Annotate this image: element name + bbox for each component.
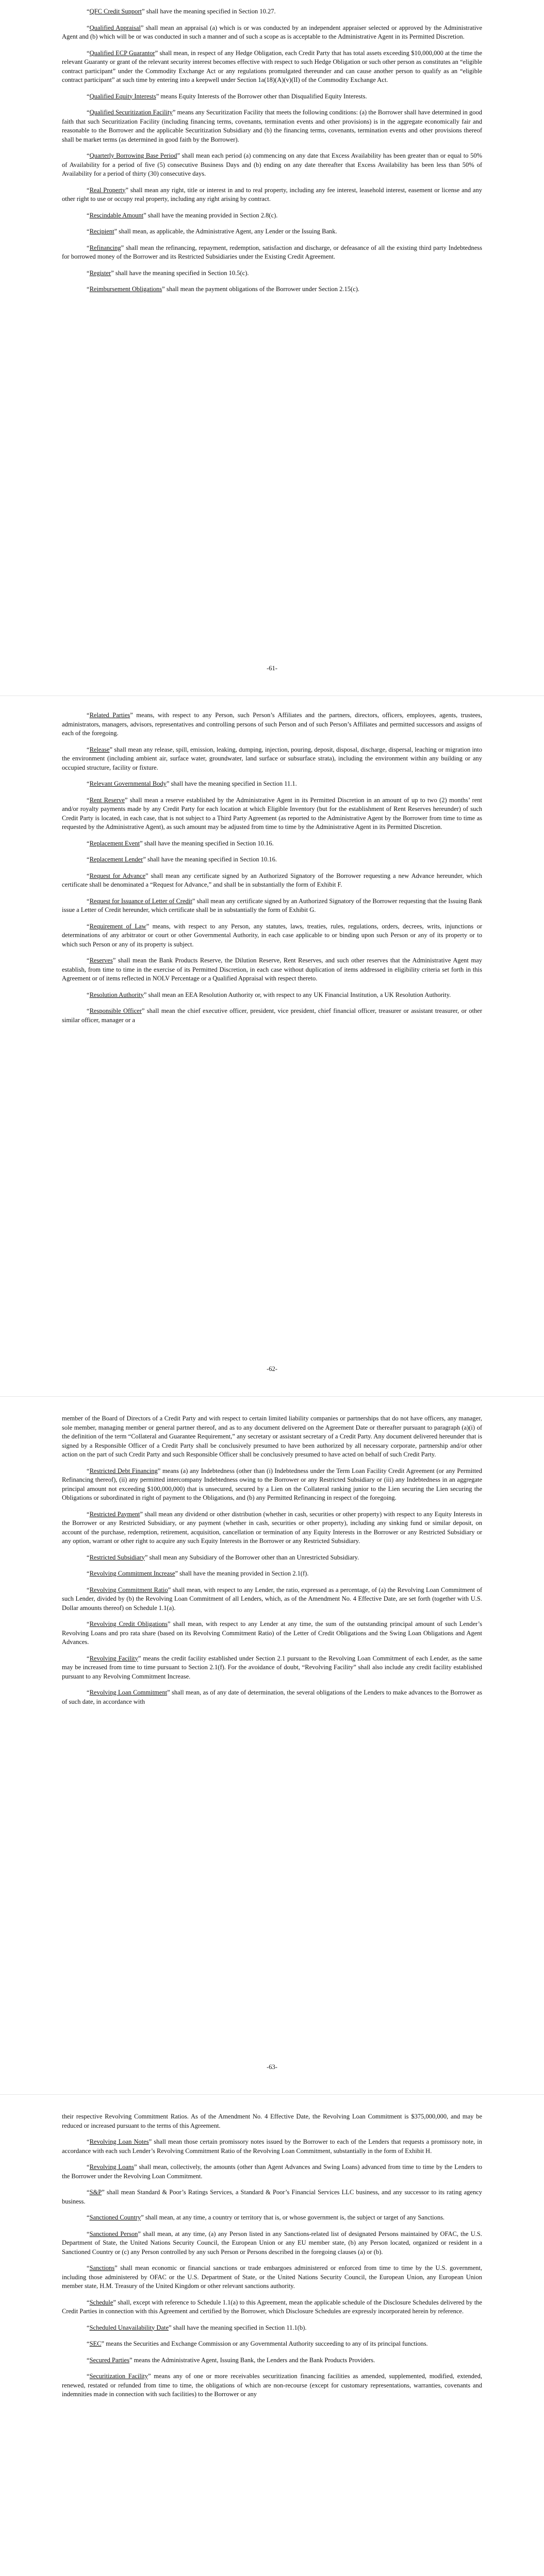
defined-term: Reserves <box>89 957 113 964</box>
defined-term: Sanctioned Country <box>89 2214 141 2221</box>
definition-paragraph: “S&P” shall mean Standard & Poor’s Ratings Services, a Standard & Poor’s Financial Services LLC business, and any successor to its rating agency business. <box>62 2189 482 2205</box>
defined-term: Resolution Authority <box>89 991 144 998</box>
definition-paragraph: “Requirement of Law” means, with respect to any Person, any statutes, laws, treaties, rules, regulations, orders, decrees, writs, injunctions or determinations of any arbitrator or court or other Governmental Authority, in each case applicable to or binding upon such Person or any of its property or to which such Person or any of its property is subject. <box>62 922 483 948</box>
page-separator <box>0 1396 544 1397</box>
definition-paragraph: “Revolving Loan Notes” shall mean those certain promissory notes issued by the Borrower to each of the Lenders that requests a promissory note, in accordance with each such Lender’s Revolving Commitment Ratio of the Revolving Loan Commitment, substantially in the form of Exhibit H. <box>62 2138 482 2155</box>
definition-paragraph: “Related Parties” means, with respect to any Person, such Person’s Affiliates and the partners, directors, officers, employees, agents, trustees, administrators, managers, advisors, representatives and controlling persons of such Person and of such Person’s Affiliates and permitted successors and assigns of each of the foregoing. <box>62 711 482 737</box>
definition-paragraph: “Replacement Lender” shall have the meaning specified in Section 10.16. <box>87 856 277 863</box>
defined-term: Qualified Securitization Facility <box>89 109 173 116</box>
definition-paragraph: “Register” shall have the meaning specified in Section 10.5(c). <box>87 269 249 277</box>
page-number: -62- <box>267 1365 277 1372</box>
defined-term: Related Parties <box>89 711 130 719</box>
definition-paragraph: “Release” shall mean any release, spill, emission, leaking, dumping, injection, pouring, deposit, disposal, discharge, dispersal, leaching or migration into the environment (including ambient air, surface water, groundwater, land surface or subsurface strata), including the environment within any building or any occupied structure, facility or fixture. <box>62 745 482 771</box>
definition-paragraph: “Restricted Subsidiary” shall mean any Subsidiary of the Borrower other than an Unrestricted Subsidiary. <box>87 1553 359 1561</box>
definition-paragraph: “QFC Credit Support” shall have the meaning specified in Section 10.27. <box>87 8 276 15</box>
definition-paragraph: “Restricted Debt Financing” means (a) any Indebtedness (other than (i) Indebtedness under the Term Loan Facility Credit Agreement (or any Permitted Refinancing thereof), (ii) any permitted intercompany Indebtedness owing to the Borrower or any Restricted Subsidiary or (iii) any Indebtedness in an aggregate principal amount not exceeding $100,000,000) that is unsecured, secured by a Lien on the Collateral ranking junior to the Lien securing the Lien securing the Obligations or subordinated in right of payment to the Obligations, and (b) any Permitted Refinancing in respect of the foregoing. <box>62 1467 482 1501</box>
defined-term: Relevant Governmental Body <box>89 780 167 787</box>
definition-paragraph: their respective Revolving Commitment Ratios. As of the Amendment No. 4 Effective Date, the Revolving Loan Commitment is $375,000,000, and may be reduced or increased pursuant to the terms of this Agreement. <box>62 2113 482 2129</box>
defined-term: Recipient <box>89 228 114 235</box>
definition-paragraph: “Reserves” shall mean the Bank Products Reserve, the Dilution Reserve, Rent Reserves, and such other reserves that the Administrative Agent may establish, from time to time in the exercise of its Permitted Discretion, in each case without duplication of items addressed in eligibility criteria set forth in this Agreement or of items reflected in NOLV Percentage or a Qualified Appraisal with respect thereto. <box>62 957 482 982</box>
definition-paragraph: “Sanctioned Country” shall mean, at any time, a country or territory that is, or whose government is, the subject or target of any Sanctions. <box>87 2214 445 2221</box>
defined-term: Requirement of Law <box>89 922 146 930</box>
defined-term: Secured Parties <box>89 2356 129 2364</box>
definition-paragraph: “Revolving Loan Commitment” shall mean, as of any date of determination, the several obligations of the Lenders to make advances to the Borrower as of such date, in accordance with <box>62 1689 482 1705</box>
definition-paragraph: “Real Property” shall mean any right, title or interest in and to real property, including any fee interest, leasehold interest, easement or license and any other right to use or occupy real property, including any right arising by contract. <box>62 186 482 202</box>
defined-term: Revolving Loans <box>89 2163 134 2171</box>
defined-term: Register <box>89 269 111 277</box>
defined-term: Request for Advance <box>89 872 146 879</box>
defined-term: Revolving Credit Obligations <box>89 1620 168 1628</box>
definition-paragraph: “Recipient” shall mean, as applicable, the Administrative Agent, any Lender or the Issuing Bank. <box>87 228 337 235</box>
defined-term: Qualified ECP Guarantor <box>89 49 155 57</box>
defined-term: Revolving Commitment Ratio <box>89 1586 168 1594</box>
definition-paragraph: “SEC” means the Securities and Exchange Commission or any Governmental Authority succeeding to any of its principal functions. <box>87 2340 428 2347</box>
definition-paragraph: “Replacement Event” shall have the meaning specified in Section 10.16. <box>87 839 274 847</box>
defined-term: Request for Issuance of Letter of Credit <box>89 897 192 905</box>
definition-paragraph: “Qualified Securitization Facility” means any Securitization Facility that meets the following conditions: (a) the Borrower shall have determined in good faith that such Securitization Facility (including financing terms, covenants, termination events and other provisions) is in the aggregate economically fair and reasonable to the Borrower and the applicable Securitization Subsidiary and (b) the financing terms, covenants, termination events and other provisions thereof shall be market terms (as determined in good faith by the Borrower). <box>62 109 482 143</box>
defined-term: Revolving Facility <box>89 1654 138 1662</box>
page-number: -63- <box>267 2063 277 2071</box>
defined-term: Replacement Event <box>89 839 140 847</box>
definition-paragraph: “Restricted Payment” shall mean any dividend or other distribution (whether in cash, securities or other property) with respect to any Equity Interests in the Borrower or any Restricted Subsidiary, or any payment (whether in cash, securities or other property), including any sinking fund or similar deposit, on account of the purchase, redemption, retirement, acquisition, cancellation or termination of any Equity Interests in the Borrower or any Restricted Subsidiary or any option, warrant or other right to acquire any such Equity Interests in the Borrower or any Restricted Subsidiary. <box>62 1510 482 1545</box>
defined-term: Sanctions <box>89 2264 115 2272</box>
definition-paragraph: “Resolution Authority” shall mean an EEA Resolution Authority or, with respect to any UK Financial Institution, a UK Resolution Authority. <box>87 991 451 998</box>
defined-term: Revolving Loan Notes <box>89 2138 149 2145</box>
defined-term: QFC Credit Support <box>89 8 142 15</box>
defined-term: Securitization Facility <box>89 2372 148 2380</box>
definition-paragraph: “Qualified Equity Interests” means Equity Interests of the Borrower other than Disqualified Equity Interests. <box>87 92 367 100</box>
definition-paragraph: “Request for Advance” shall mean any certificate signed by an Authorized Signatory of the Borrower requesting a new Advance hereunder, which certificate shall be denominated a “Request for Advance,” and shall be in substantially the form of Exhibit F. <box>62 872 483 888</box>
defined-term: S&P <box>89 2189 102 2196</box>
page-number: -61- <box>267 665 277 672</box>
definition-paragraph: “Revolving Credit Obligations” shall mean, with respect to any Lender at any time, the sum of the outstanding principal amount of such Lender’s Revolving Loans and pro rata share (based on its Revolving Commitment Ratio) of the Letter of Credit Obligations and the Swing Loan Obligations and Agent Advances. <box>62 1620 482 1646</box>
definition-paragraph: member of the Board of Directors of a Credit Party and with respect to certain limited liability companies or partnerships that do not have officers, any manager, sole member, managing member or general partner thereof, and as to any document delivered on the Agreement Date or thereafter pursuant to paragraph (a)(i) of the definition of the term “Collateral and Guarantee Requirement,” any secretary or assistant secretary of a Credit Party. Any document delivered hereunder that is signed by a Responsible Officer of a Credit Party shall be conclusively presumed to have been authorized by all necessary corporate, partnership and/or other action on the part of such Credit Party and such Responsible Officer shall be conclusively presumed to have acted on behalf of such Credit Party. <box>62 1415 482 1458</box>
defined-term: Sanctioned Person <box>89 2230 138 2238</box>
definition-paragraph: “Revolving Loans” shall mean, collectively, the amounts (other than Agent Advances and Swing Loans) advanced from time to time by the Lenders to the Borrower under the Revolving Loan Commitment. <box>62 2163 482 2180</box>
defined-term: Real Property <box>89 186 126 194</box>
defined-term: Schedule <box>89 2298 113 2306</box>
defined-term: Qualified Appraisal <box>89 24 141 31</box>
page-separator <box>0 2094 544 2095</box>
defined-term: SEC <box>89 2340 102 2347</box>
definition-paragraph: “Revolving Facility” means the credit facility established under Section 2.1 pursuant to the Revolving Loan Commitment of each Lender, as the same may be increased from time to time pursuant to Section 2.1(f). For the avoidance of doubt, “Revolving Facility” shall also include any credit facility established pursuant to any Revolving Commitment Increase. <box>62 1654 483 1680</box>
defined-term: Quarterly Borrowing Base Period <box>89 152 177 159</box>
definition-paragraph: “Revolving Commitment Increase” shall have the meaning provided in Section 2.1(f). <box>87 1570 309 1577</box>
defined-term: Rescindable Amount <box>89 211 144 219</box>
defined-term: Refinancing <box>89 244 121 251</box>
definition-paragraph: “Rent Reserve” shall mean a reserve established by the Administrative Agent in its Permitted Discretion in an amount of up to two (2) months’ rent and/or royalty payments made by any Credit Party for each location at which Eligible Inventory (but for the establishment of Rent Reserves hereunder) of such Credit Party is located, in each case, that is not subject to a Third Party Agreement (as reported to the Administrative Agent by the Borrower from time to time as requested by the Administrative Agent), as such amount may be adjusted from time to time by the Administrative Agent in its Permitted Discretion. <box>62 796 482 831</box>
defined-term: Revolving Commitment Increase <box>89 1570 175 1577</box>
defined-term: Reimbursement Obligations <box>89 285 162 293</box>
definition-paragraph: “Qualified ECP Guarantor” shall mean, in respect of any Hedge Obligation, each Credit Party that has total assets exceeding $10,000,000 at the time the relevant Guaranty or grant of the relevant security interest becomes effective with respect to such Hedge Obligation or such other person as constitutes an “eligible contract participant” under the Commodity Exchange Act or any regulations promulgated thereunder and can cause another person to qualify as an “eligible contract participant” at such time by entering into a keepwell under Section 1a(18)(A)(v)(II) of the Commodity Exchange Act. <box>62 49 482 83</box>
page-61 <box>0 7 544 301</box>
definition-paragraph: “Quarterly Borrowing Base Period” shall mean each period (a) commencing on any date that Excess Availability has been greater than or equal to 50% of Availability for a period of five (5) consecutive Business Days and (b) ending on any date thereafter that Excess Availability has been less than 50% of Availability for a period of thirty (30) consecutive days. <box>62 152 482 177</box>
definition-paragraph: “Scheduled Unavailability Date” shall have the meaning specified in Section 11.1(b). <box>87 2324 307 2331</box>
definition-paragraph: “Schedule” shall, except with reference to Schedule 1.1(a) to this Agreement, mean the applicable schedule of the Disclosure Schedules delivered by the Credit Parties in connection with this Agreement and certified by the Borrower, which Disclosure Schedules are expressly incorporated herein by reference. <box>62 2298 482 2315</box>
definition-paragraph: “Sanctioned Person” shall mean, at any time, (a) any Person listed in any Sanctions-related list of designated Persons maintained by OFAC, the U.S. Department of State, the United Nations Security Council, the European Union or any EU member state, (b) any Person located, organized or resident in a Sanctioned Country or (c) any Person controlled by any such Person or Persons described in the foregoing clauses (a) or (b). <box>62 2230 482 2256</box>
defined-term: Release <box>89 745 110 753</box>
page-63 <box>0 1414 544 1714</box>
defined-term: Responsible Officer <box>89 1007 142 1014</box>
defined-term: Scheduled Unavailability Date <box>89 2324 169 2331</box>
definition-paragraph: “Rescindable Amount” shall have the meaning provided in Section 2.8(c). <box>87 211 278 219</box>
definition-paragraph: “Sanctions” shall mean economic or financial sanctions or trade embargoes administered or enforced from time to time by the U.S. government, including those administered by OFAC or the U.S. Department of State, or the United Nations Security Council, the European Union, any European Union member state, H.M. Treasury of the United Kingdom or other relevant sanctions authority. <box>62 2264 482 2290</box>
definition-paragraph: “Reimbursement Obligations” shall mean the payment obligations of the Borrower under Section 2.15(c). <box>87 285 360 293</box>
page-62 <box>0 711 544 1032</box>
defined-term: Revolving Loan Commitment <box>89 1689 168 1696</box>
definition-paragraph: “Request for Issuance of Letter of Credit” shall mean any certificate signed by an Authorized Signatory of the Borrower requesting that the Issuing Bank issue a Letter of Credit hereunder, which certificate shall be in substantially the form of Exhibit G. <box>62 897 482 913</box>
defined-term: Restricted Subsidiary <box>89 1553 145 1561</box>
defined-term: Rent Reserve <box>89 796 125 804</box>
definition-paragraph: “Revolving Commitment Ratio” shall mean, with respect to any Lender, the ratio, expressed as a percentage, of (a) the Revolving Loan Commitment of such Lender, divided by (b) the Revolving Loan Commitment of all Lenders, which, as of the Amendment No. 4 Effective Date, are set forth (together with U.S. Dollar amounts thereof) on Schedule 1.1(a). <box>62 1586 483 1612</box>
page-64 <box>0 2112 544 2406</box>
definition-paragraph: “Refinancing” shall mean the refinancing, repayment, redemption, satisfaction and discharge, or defeasance of all the existing third party Indebtedness for borrowed money of the Borrower and its Restricted Subsidiaries under the Existing Credit Agreement. <box>62 244 482 260</box>
definition-paragraph: “Qualified Appraisal” shall mean an appraisal (a) which is or was conducted by an independent appraiser selected or approved by the Administrative Agent and (b) which will be or was conducted in such a manner and of such a scope as is acceptable to the Administrative Agent in its Permitted Discretion. <box>62 24 482 40</box>
defined-term: Replacement Lender <box>89 856 143 863</box>
definition-paragraph: “Responsible Officer” shall mean the chief executive officer, president, vice president, chief financial officer, treasurer or assistant treasurer, or other similar officer, manager or a <box>62 1007 483 1024</box>
definition-paragraph: “Relevant Governmental Body” shall have the meaning specified in Section 11.1. <box>87 780 297 787</box>
defined-term: Qualified Equity Interests <box>89 92 156 100</box>
defined-term: Restricted Debt Financing <box>89 1467 158 1475</box>
definition-paragraph: “Secured Parties” means the Administrative Agent, Issuing Bank, the Lenders and the Bank Products Providers. <box>87 2356 375 2364</box>
definition-paragraph: “Securitization Facility” means any of one or more receivables securitization financing facilities as amended, supplemented, modified, extended, renewed, restated or refunded from time to time, the obligations of which are non-recourse (except for customary representations, warranties, covenants and indemnities made in connection with such facilities) to the Borrower or any <box>62 2372 482 2398</box>
defined-term: Restricted Payment <box>89 1510 140 1518</box>
